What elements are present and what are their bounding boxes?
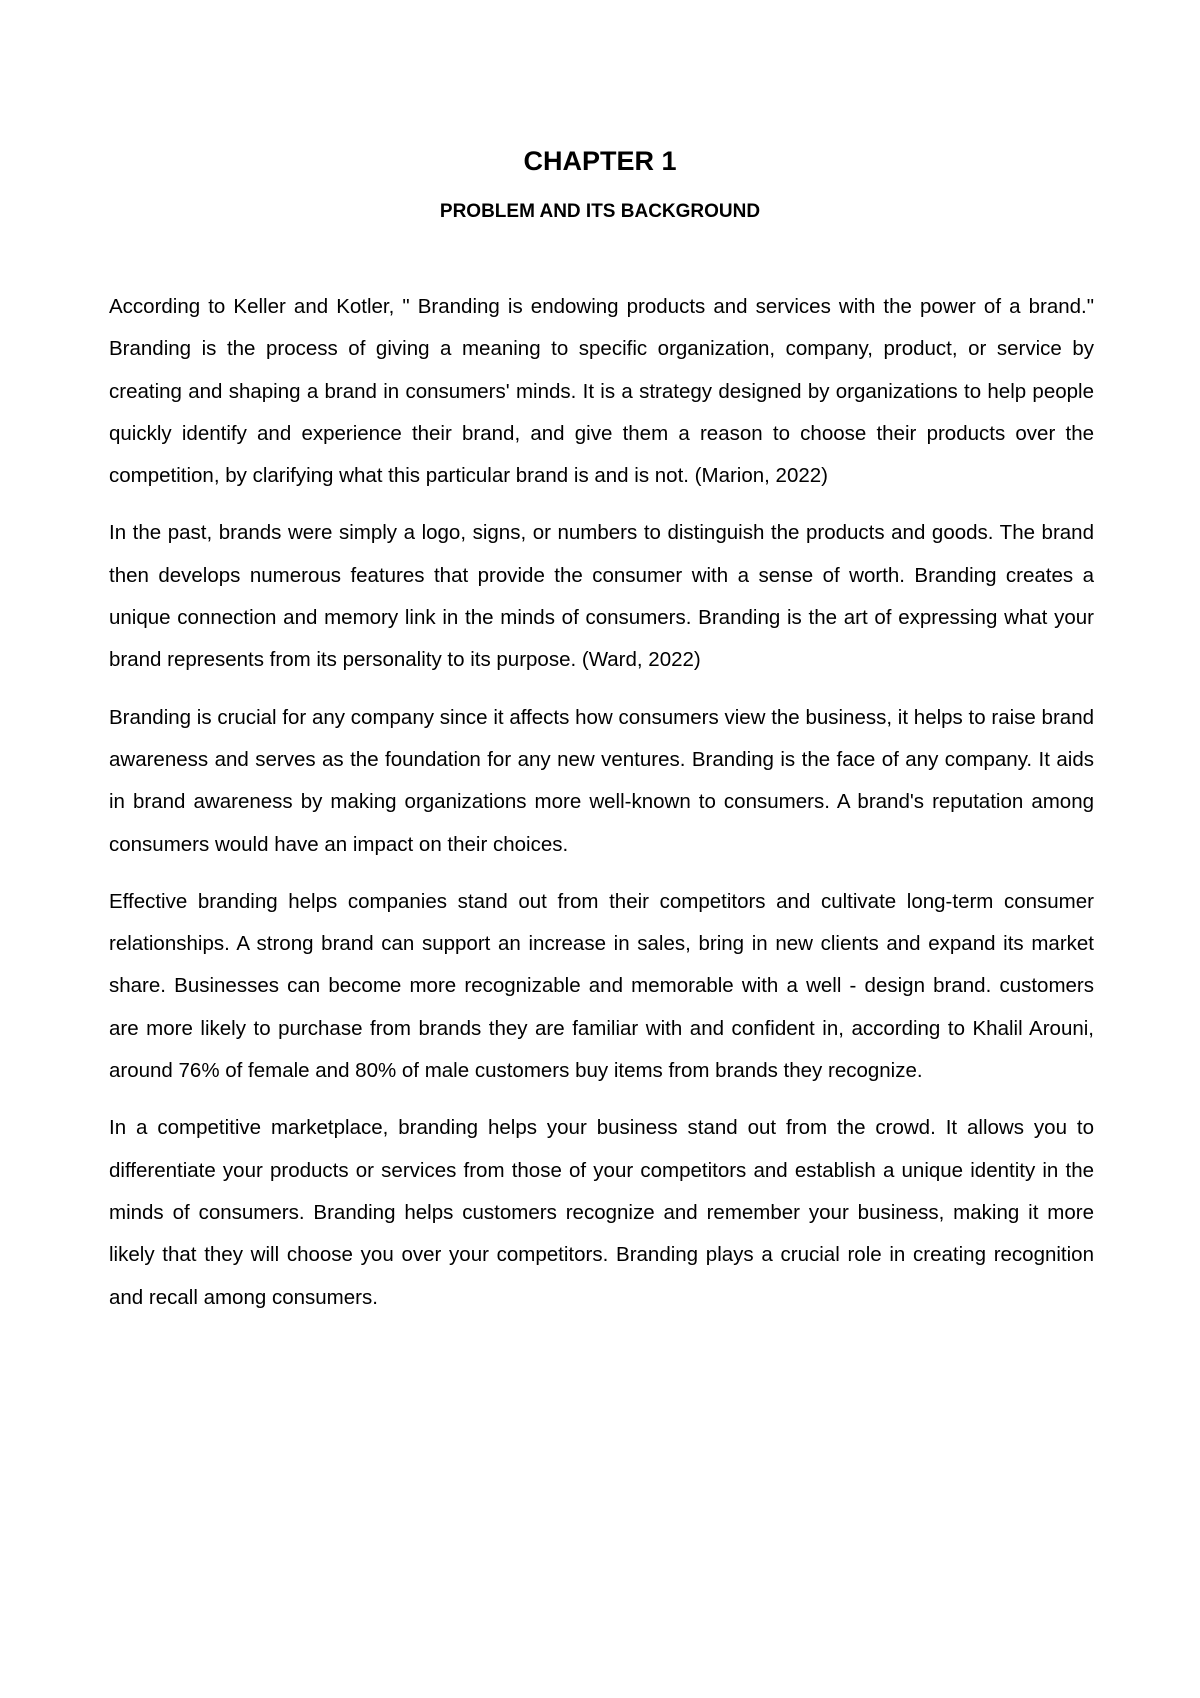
chapter-title: CHAPTER 1	[523, 146, 677, 176]
paragraph-4: Effective branding helps companies stand out from their competitors and cultivate long-term consumer relationships. A strong brand can support an increase in sales, bring in new clients and expand its market share. Businesses can become more recognizable and memorable with a well - design brand. customers are more likely to purchase from brands they are familiar with and confident in, according to Khalil Arouni, around 76% of female and 80% of male customers buy items from brands they recognize.	[109, 889, 1094, 1083]
paragraph-1: According to Keller and Kotler, " Branding is endowing products and services with the power of a brand." Branding is the process of giving a meaning to specific organization, company, product, or service by creating and shaping a brand in consumers' minds. It is a strategy designed by organizations to help people quickly identify and experience their brand, and give them a reason to choose their products over the competition, by clarifying what this particular brand is and is not. (Marion, 2022)	[109, 295, 1094, 488]
chapter-subtitle: PROBLEM AND ITS BACKGROUND	[439, 201, 761, 222]
body-text	[109, 286, 1094, 1334]
paragraph-5: In a competitive marketplace, branding helps your business stand out from the crowd. It allows you to differentiate your products or services from those of your competitors and establish a unique identity in the minds of consumers. Branding helps customers recognize and remember your business, making it more likely that they will choose you over your competitors. Branding plays a crucial role in creating recognition and recall among consumers.	[109, 1116, 1094, 1309]
paragraph-2: In the past, brands were simply a logo, signs, or numbers to distinguish the products and goods. The brand then develops numerous features that provide the consumer with a sense of worth. Branding creates a unique connection and memory link in the minds of consumers. Branding is the art of expressing what your brand represents from its personality to its purpose. (Ward, 2022)	[109, 521, 1094, 672]
paragraph-3: Branding is crucial for any company since it affects how consumers view the business, it helps to raise brand awareness and serves as the foundation for any new ventures. Branding is the face of any company. It aids in brand awareness by making organizations more well-known to consumers. A brand's reputation among consumers would have an impact on their choices.	[109, 705, 1094, 856]
